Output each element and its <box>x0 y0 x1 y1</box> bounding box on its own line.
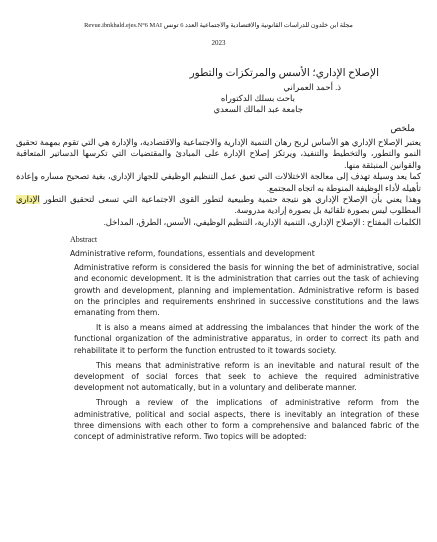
highlighted-word: الإداري <box>16 195 40 205</box>
arabic-paragraph-highlighted <box>16 194 421 217</box>
arabic-section <box>16 67 421 228</box>
article-title-arabic: الإصلاح الإداري؛ الأسس والمرتكزات والتطور <box>189 68 379 79</box>
paragraph-text: المطلوب ليس بصورة تلقائية بل بصورة إرادية مدروسة. <box>234 206 421 216</box>
arabic-paragraph: يعتبر الإصلاح الإداري هو الأساس لربح رهان التنمية الإدارية والاجتماعية والاقتصادية، والإدارة هي التي تقوم بمهمة تحقيق النمو والتطور، والتخطيط والتنفيذ، ويرتكز إصلاح الإدارة على المبادئ والمقتضيات التي تكرسها الدساتير المتعاقبة والقوانين المنبثقة منها. <box>16 138 421 170</box>
publication-year: 2023 <box>211 39 226 47</box>
paragraph-text: It is also a means aimed at addressing the imbalances that hinder the work of the functional organization of the administrative apparatus, in order to correct its path and rehabilitate it to perform the function entrusted to it towards society. <box>74 323 419 355</box>
abstract-label-arabic: ملخص <box>390 123 415 133</box>
author-block <box>16 82 421 115</box>
author-role: باحث بسلك الدكتوراه <box>220 93 295 103</box>
author-name: ذ. أحمد العمراني <box>283 82 341 92</box>
english-paragraph <box>16 397 421 442</box>
abstract-label-english: Abstract <box>70 235 98 245</box>
paragraph-text: Through a review of the implications of administrative reform from the administrative, political and social aspects, there is inevitably an integration of these three dimensions with each other to form a comprehensive and balanced fabric of the concept of administrative reform. Two topics will be adopted: <box>74 398 419 442</box>
english-section <box>16 235 421 442</box>
issue-reference: Revue.ibnkhald.ejes.N°6 MAI <box>84 22 162 29</box>
paragraph-text: وهذا يعني بأن الإصلاح الإداري هو نتيجة حتمية وطبيعية لتطور القوى الاجتماعية التي تسعى لتحقيق التطور <box>39 195 421 205</box>
arabic-paragraph: كما يعد وسيلة تهدف إلى معالجة الاختلالات التي تعيق عمل التنظيم الوظيفي للجهاز الإداري، بغية تصحيح مساره وإعادة تأهيله لأداء الوظيفة المنوطة به اتجاه المجتمع. <box>16 172 421 193</box>
journal-name: مجلة ابن خلدون للدراسات القانونية والاقتصادية والاجتماعية العدد 6 تونس <box>163 22 353 29</box>
article-title-english: Administrative reform, foundations, essentials and development <box>70 249 315 259</box>
keywords-arabic: الكلمات المفتاح : الإصلاح الإداري، التنمية الإدارية، التنظيم الوظيفي، الأسس، الطرق، المداخل. <box>103 217 421 227</box>
english-paragraph <box>16 360 421 394</box>
journal-header <box>16 22 421 30</box>
author-affiliation: جامعة عبد المالك السعدي <box>213 104 303 114</box>
english-paragraph: Administrative reform is considered the basis for winning the bet of administrative, social and economic development. It is the administration that carries out the task of achieving growth and development, planning and implementation. Administrative reform is based on the principles and requirements enshrined in successive constitutions and the laws emanating from them. <box>74 263 419 318</box>
english-paragraph <box>16 322 421 356</box>
paragraph-text: This means that administrative reform is an inevitable and natural result of the development of social forces that seek to achieve the required administrative development not automatically, but in a voluntary and deliberate manner. <box>74 360 419 393</box>
